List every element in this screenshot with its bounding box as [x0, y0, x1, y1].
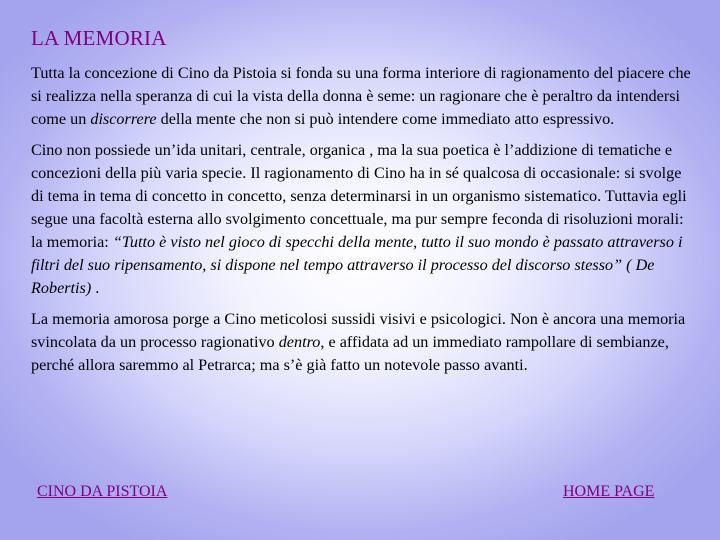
- italic-text: dentro: [278, 333, 321, 351]
- text-segment: della mente che non si può intendere come immediato atto espressivo.: [156, 110, 615, 128]
- body-text: [31, 62, 695, 385]
- page-title: LA MEMORIA: [31, 26, 167, 50]
- link-home-page[interactable]: HOME PAGE: [563, 483, 655, 500]
- text-segment: La memoria amorosa porge a Cino meticolosi sussidi visivi e psicologici. Non è ancora una memoria svincolata da un processo ragionativo: [31, 310, 686, 351]
- paragraph: [31, 308, 695, 377]
- link-cino-da-pistoia[interactable]: CINO DA PISTOIA: [37, 483, 168, 500]
- italic-text: “Tutto è visto nel gioco di specchi della mente, tutto il suo mondo è passato attraverso i filtri del suo ripensamento, si dispone nel tempo attraverso il processo del discorso stesso” ( De Robertis): [31, 233, 683, 297]
- text-segment: Tutta la concezione di Cino da Pistoia si fonda su una forma interiore di ragionamento del piacere che si realizza nella speranza di cui la vista della donna è seme: un ragionare che è peraltro da intendersi come un: [31, 64, 691, 128]
- italic-text: discorrere: [90, 110, 157, 128]
- text-segment: .: [91, 279, 100, 297]
- text-segment: , e affidata ad un immediato rampollare di sembianze, perché allora saremmo al Petrarca; ma s’è già fatto un notevole passo avanti.: [31, 333, 669, 374]
- paragraph: [31, 62, 695, 131]
- text-segment: Cino non possiede un’ida unitari, centrale, organica , ma la sua poetica è l’addizione di tematiche e concezioni della più varia specie. Il ragionamento di Cino ha in sé qualcosa di occasionale: si svolge di tema in tema di concetto in concetto, senza determinarsi in un organismo sistematico. Tuttavia egli segue una facoltà esterna allo svolgimento concettuale, ma pur sempre feconda di risoluzioni morali: la memoria:: [31, 141, 687, 251]
- paragraph: [31, 139, 695, 300]
